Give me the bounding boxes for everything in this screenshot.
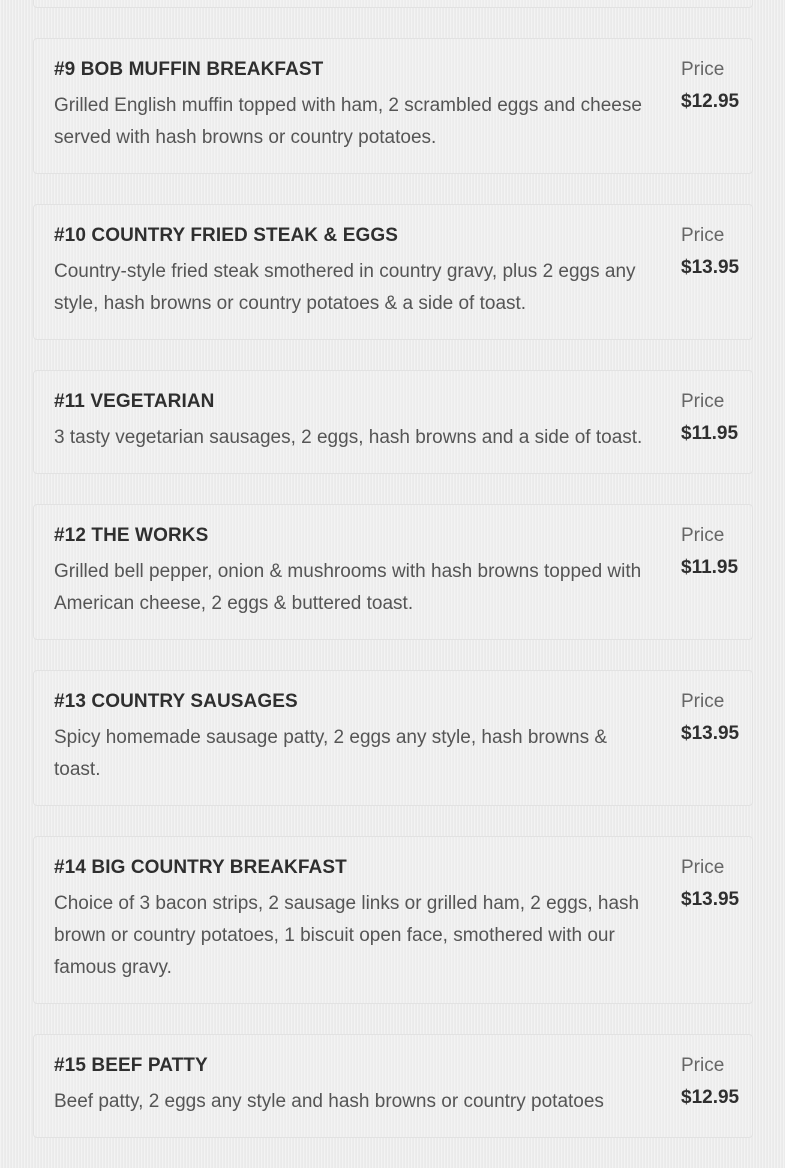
menu-item-description: Beef patty, 2 eggs any style and hash browns or country potatoes <box>54 1091 604 1112</box>
price-label: Price <box>681 225 725 246</box>
menu-item-price <box>681 1054 751 1110</box>
menu-item-info <box>54 224 644 320</box>
menu-item-card <box>33 204 753 340</box>
menu-item-card <box>33 670 753 806</box>
menu-item-card <box>33 836 753 1004</box>
menu-item-description: Spicy homemade sausage patty, 2 eggs any style, hash browns & toast. <box>54 727 608 780</box>
price-label: Price <box>681 691 725 712</box>
price-value: $12.95 <box>681 1087 740 1108</box>
price-label: Price <box>681 525 725 546</box>
price-label: Price <box>681 59 725 80</box>
menu-item-description: Choice of 3 bacon strips, 2 sausage links or grilled ham, 2 eggs, hash brown or country potatoes, 1 biscuit open face, smothered with our famous gravy. <box>54 893 640 978</box>
menu-item-price <box>681 524 751 580</box>
menu-item-info <box>54 524 644 620</box>
menu-item-description: Country-style fried steak smothered in country gravy, plus 2 eggs any style, hash browns or country potatoes & a side of toast. <box>54 261 636 314</box>
price-value: $11.95 <box>681 423 739 444</box>
menu-item-title: #10 COUNTRY FRIED STEAK & EGGS <box>54 225 399 246</box>
menu-item-title: #9 BOB MUFFIN BREAKFAST <box>54 59 324 80</box>
price-value: $13.95 <box>681 257 740 278</box>
menu-item-price <box>681 856 751 912</box>
menu-item-card <box>33 1034 753 1138</box>
menu-item-title: #13 COUNTRY SAUSAGES <box>54 691 298 712</box>
menu-item-card <box>33 370 753 474</box>
price-value: $13.95 <box>681 889 740 910</box>
menu-item-card <box>33 504 753 640</box>
menu-item-title: #15 BEEF PATTY <box>54 1055 208 1076</box>
menu-item-price <box>681 690 751 746</box>
menu-item-description: Grilled English muffin topped with ham, 2 scrambled eggs and cheese served with hash browns or country potatoes. <box>54 95 642 148</box>
menu-list <box>33 0 753 1168</box>
price-value: $11.95 <box>681 557 739 578</box>
menu-item-price <box>681 58 751 114</box>
menu-item-info <box>54 1054 644 1118</box>
menu-item-title: #12 THE WORKS <box>54 525 209 546</box>
menu-item-title: #11 VEGETARIAN <box>54 391 215 412</box>
menu-item-title: #14 BIG COUNTRY BREAKFAST <box>54 857 347 878</box>
price-label: Price <box>681 1055 725 1076</box>
menu-item-card <box>33 38 753 174</box>
menu-item-price <box>681 390 751 446</box>
menu-item-card <box>33 0 753 8</box>
menu-item-description: Grilled bell pepper, onion & mushrooms with hash browns topped with American cheese, 2 eggs & buttered toast. <box>54 561 642 614</box>
menu-item-price <box>681 224 751 280</box>
price-value: $13.95 <box>681 723 740 744</box>
menu-item-info <box>54 690 644 786</box>
price-value: $12.95 <box>681 91 740 112</box>
menu-item-info <box>54 856 644 984</box>
price-label: Price <box>681 857 725 878</box>
menu-item-info <box>54 390 644 454</box>
price-label: Price <box>681 391 725 412</box>
menu-item-description: 3 tasty vegetarian sausages, 2 eggs, hash browns and a side of toast. <box>54 427 643 448</box>
menu-item-info <box>54 58 644 154</box>
